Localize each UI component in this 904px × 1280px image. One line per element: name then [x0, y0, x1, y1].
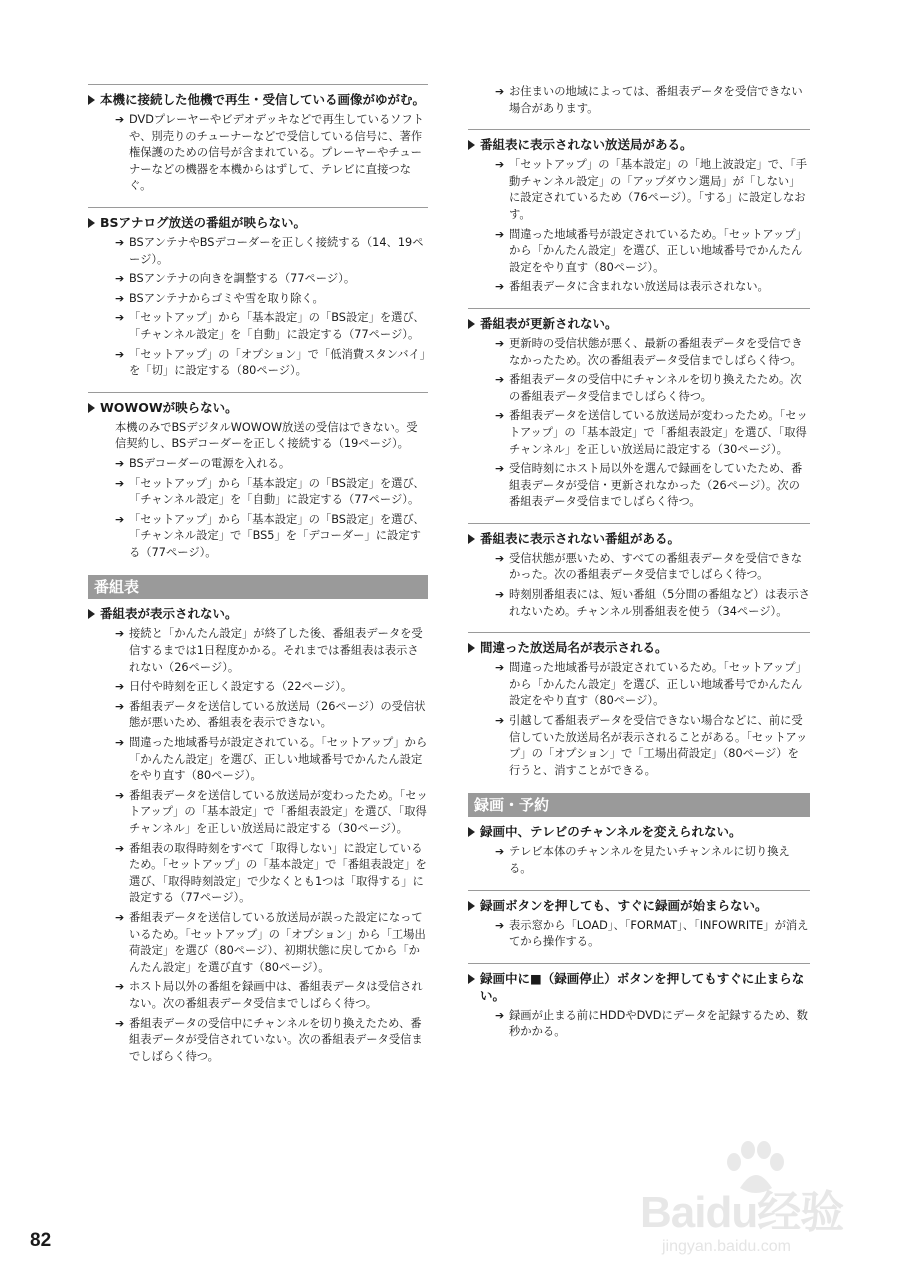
- issue-title: 間違った放送局名が表示される。: [480, 640, 668, 656]
- solution-item: [88, 112, 428, 195]
- issue-heading: [468, 823, 810, 840]
- arrow-icon: ➔: [495, 158, 505, 172]
- watermark-url: jingyan.baidu.com: [662, 1238, 791, 1255]
- issue-heading: [88, 399, 428, 416]
- solution-item: [88, 735, 428, 785]
- arrow-icon: ➔: [495, 373, 505, 387]
- troubleshooting-entry: [88, 207, 428, 380]
- issue-note: 本機のみでBSデジタルWOWOW放送の受信はできない。受信契約し、BSデコーダーを正しく接続する（19ページ）。: [115, 420, 418, 451]
- arrow-icon: ➔: [115, 841, 125, 855]
- solution-item: [88, 699, 428, 732]
- solution-item: [88, 841, 428, 907]
- solution-text: 番組表データを送信している放送局が変わったため。「セットアップ」の「基本設定」で「番組表設定」を選び、「取得チャンネル」を正しい放送局に設定する（30ページ）。: [129, 788, 428, 835]
- solution-text: 受信状態が悪いため、すべての番組表データを受信できなかった。次の番組表データ受信までしばらく待つ。: [509, 551, 803, 582]
- troubleshooting-entry: [468, 84, 810, 117]
- solution-item: [468, 918, 810, 951]
- triangle-bullet-icon: [468, 140, 475, 150]
- triangle-bullet-icon: [468, 643, 475, 653]
- issue-heading: [88, 91, 428, 108]
- triangle-bullet-icon: [468, 974, 475, 984]
- watermark-brand: Baidu经验: [640, 1188, 844, 1237]
- issue-title: 番組表に表示されない放送局がある。: [480, 137, 693, 153]
- issue-title: 番組表に表示されない番組がある。: [480, 530, 681, 546]
- troubleshooting-entry: [468, 129, 810, 296]
- arrow-icon: ➔: [115, 291, 125, 305]
- left-column: [88, 84, 428, 1077]
- page-number: 82: [30, 1230, 52, 1251]
- arrow-icon: ➔: [495, 588, 505, 602]
- triangle-bullet-icon: [468, 534, 475, 544]
- solution-item: [468, 336, 810, 369]
- solution-item: [88, 456, 428, 473]
- issue-title: WOWOWが映らない。: [100, 399, 238, 415]
- arrow-icon: ➔: [115, 347, 125, 361]
- solution-text: 間違った地域番号が設定されているため。「セットアップ」から「かんたん設定」を選び、正しい地域番号でかんたん設定をやり直す（80ページ）。: [509, 661, 807, 708]
- solution-item: [88, 979, 428, 1012]
- arrow-icon: ➔: [115, 456, 125, 470]
- solution-text: 番組表データを送信している放送局が誤った設定になっているため。「セットアップ」の「オプション」から「工場出荷設定」を選び（80ページ）、初期状態に戻してから「かんたん設定」を選び直す（80ページ）。: [129, 910, 426, 974]
- solution-text: テレビ本体のチャンネルを見たいチャンネルに切り換える。: [509, 845, 790, 875]
- arrow-icon: ➔: [495, 918, 505, 932]
- troubleshooting-entry: [468, 632, 810, 779]
- troubleshooting-entry: [468, 890, 810, 951]
- issue-heading: [468, 530, 810, 547]
- triangle-bullet-icon: [468, 901, 475, 911]
- solution-text: 更新時の受信状態が悪く、最新の番組表データを受信できなかったため。次の番組表データ受信までしばらく待つ。: [509, 336, 803, 367]
- issue-heading: [468, 136, 810, 153]
- solution-text: 間違った地域番号が設定されているため。「セットアップ」から「かんたん設定」を選び、正しい地域番号でかんたん設定をやり直す（80ページ）。: [509, 227, 807, 274]
- solution-item: [88, 476, 428, 509]
- right-column: [468, 84, 810, 1053]
- solution-text: 番組表データを送信している放送局（26ページ）の受信状態が悪いため、番組表を表示できない。: [129, 699, 426, 730]
- issue-title: BSアナログ放送の番組が映らない。: [100, 214, 307, 230]
- arrow-icon: ➔: [115, 699, 125, 713]
- arrow-icon: ➔: [115, 627, 125, 641]
- solution-text: DVDプレーヤーやビデオデッキなどで再生しているソフトや、別売りのチューナーなどで受信している信号に、著作権保護のための信号が含まれている。プレーヤーやチューナーなどの機器を本機からはずして、テレビに直接つなぐ。: [129, 113, 424, 193]
- arrow-icon: ➔: [495, 714, 505, 728]
- solution-text: お住まいの地域によっては、番組表データを受信できない場合があります。: [509, 85, 803, 115]
- issue-heading: [468, 970, 810, 1004]
- solution-item: [468, 844, 810, 877]
- solution-text: 番組表データを送信している放送局が変わったため。「セットアップ」の「基本設定」で「番組表設定」を選び、「取得チャンネル」を正しい放送局に設定する（30ページ）。: [509, 409, 808, 456]
- issue-title: 番組表が更新されない。: [480, 315, 618, 331]
- solution-item: [468, 279, 810, 296]
- solution-item: [88, 788, 428, 838]
- solution-text: 引越して番組表データを受信できない場合などに、前に受信していた放送局名が表示されることがある。「セットアップ」の「オプション」で「工場出荷設定」（80ページ）を行うと、消すことができる。: [509, 714, 808, 777]
- arrow-icon: ➔: [115, 235, 125, 249]
- triangle-bullet-icon: [88, 609, 95, 619]
- arrow-icon: ➔: [115, 910, 125, 924]
- triangle-bullet-icon: [468, 827, 475, 837]
- section-header: 番組表: [88, 575, 428, 599]
- triangle-bullet-icon: [88, 218, 95, 228]
- arrow-icon: ➔: [495, 845, 505, 859]
- issue-title: 録画中、テレビのチャンネルを変えられない。: [480, 824, 742, 840]
- issue-title: 番組表が表示されない。: [100, 606, 238, 622]
- solution-text: BSアンテナからゴミや雪を取り除く。: [129, 291, 324, 305]
- arrow-icon: ➔: [115, 272, 125, 286]
- solution-item: [88, 235, 428, 268]
- solution-item: [468, 551, 810, 584]
- issue-heading: [88, 214, 428, 231]
- arrow-icon: ➔: [115, 736, 125, 750]
- arrow-icon: ➔: [115, 1016, 125, 1030]
- solution-item: [468, 372, 810, 405]
- arrow-icon: ➔: [115, 113, 125, 126]
- troubleshooting-entry: [88, 84, 428, 195]
- troubleshooting-entry: [468, 823, 810, 877]
- arrow-icon: ➔: [115, 311, 125, 325]
- solution-text: 番組表データの受信中にチャンネルを切り換えたため。次の番組表データ受信までしばらく待つ。: [509, 373, 802, 403]
- solution-item: [468, 408, 810, 458]
- triangle-bullet-icon: [88, 403, 95, 413]
- solution-text: 日付や時刻を正しく設定する（22ページ）。: [129, 680, 353, 694]
- arrow-icon: ➔: [495, 661, 505, 675]
- solution-item: [88, 310, 428, 343]
- solution-text: 時刻別番組表には、短い番組（5分間の番組など）は表示されないため。チャンネル別番組表を使う（34ページ）。: [509, 588, 810, 618]
- solution-text: BSアンテナの向きを調整する（77ページ）。: [129, 272, 356, 286]
- solution-item: [468, 713, 810, 779]
- solution-item: [88, 679, 428, 696]
- issue-title: 本機に接続した他機で再生・受信している画像がゆがむ。: [100, 92, 426, 107]
- arrow-icon: ➔: [495, 280, 505, 294]
- solution-text: ホスト局以外の番組を録画中は、番組表データは受信されない。次の番組表データ受信までしばらく待つ。: [129, 980, 423, 1010]
- issue-heading: [468, 897, 810, 914]
- solution-text: 受信時刻にホスト局以外を選んで録画をしていたため、番組表データが受信・更新されなかった（26ページ）。次の番組表データ受信までしばらく待つ。: [509, 462, 803, 509]
- solution-item: [468, 157, 810, 223]
- solution-item: [88, 910, 428, 976]
- solution-text: 番組表データに含まれない放送局は表示されない。: [509, 280, 769, 294]
- solution-item: [88, 626, 428, 676]
- issue-title: 録画ボタンを押しても、すぐに録画が始まらない。: [480, 897, 768, 913]
- arrow-icon: ➔: [495, 227, 505, 241]
- arrow-icon: ➔: [495, 336, 505, 350]
- solution-text: 「セットアップ」から「基本設定」の「BS設定」を選び、「チャンネル設定」で「BS5」を「デコーダー」に設定する（77ページ）。: [129, 512, 425, 559]
- arrow-icon: ➔: [495, 551, 505, 565]
- solution-text: 「セットアップ」の「基本設定」の「地上波設定」で、「手動チャンネル設定」の「アップダウン選局」が「しない」に設定されているため（76ページ）。「する」に設定しなおす。: [509, 158, 808, 221]
- solution-item: [88, 1016, 428, 1066]
- issue-title: 録画中に■（録画停止）ボタンを押してもすぐに止まらない。: [480, 970, 805, 1003]
- triangle-bullet-icon: [88, 95, 95, 105]
- solution-item: [88, 512, 428, 562]
- solution-text: 番組表の取得時刻をすべて「取得しない」に設定しているため。「セットアップ」の「基本設定」で「番組表設定」を選び、「取得時刻設定」で少なくとも1つは「取得する」に設定する（77ページ）。: [129, 841, 427, 905]
- troubleshooting-entry: [468, 523, 810, 620]
- issue-heading: [88, 605, 428, 622]
- troubleshooting-entry: [88, 392, 428, 562]
- arrow-icon: ➔: [115, 788, 125, 802]
- arrow-icon: ➔: [495, 1008, 505, 1022]
- arrow-icon: ➔: [495, 462, 505, 476]
- arrow-icon: ➔: [495, 409, 505, 423]
- arrow-icon: ➔: [115, 680, 125, 694]
- arrow-icon: ➔: [115, 476, 125, 490]
- solution-item: [468, 660, 810, 710]
- solution-text: 「セットアップ」から「基本設定」の「BS設定」を選び、「チャンネル設定」を「自動」に設定する（77ページ）。: [129, 476, 425, 507]
- solution-item: [468, 84, 810, 117]
- issue-heading: [468, 639, 810, 656]
- solution-text: 間違った地域番号が設定されている。「セットアップ」から「かんたん設定」を選び、正しい地域番号でかんたん設定をやり直す（80ページ）。: [129, 736, 428, 783]
- solution-text: 接続と「かんたん設定」が終了した後、番組表データを受信するまでは1日程度かかる。それまでは番組表は表示されない（26ページ）。: [129, 627, 423, 674]
- solution-text: 「セットアップ」から「基本設定」の「BS設定」を選び、「チャンネル設定」を「自動」に設定する（77ページ）。: [129, 311, 425, 341]
- troubleshooting-entry: [468, 308, 810, 511]
- troubleshooting-entry: [88, 605, 428, 1065]
- solution-item: [88, 271, 428, 288]
- solution-item: [468, 1008, 810, 1041]
- solution-text: 表示窓から「LOAD」、「FORMAT」、「INFOWRITE」が消えてから操作する。: [509, 918, 809, 949]
- arrow-icon: ➔: [115, 512, 125, 526]
- baidu-watermark: [640, 1140, 880, 1270]
- solution-item: [468, 461, 810, 511]
- arrow-icon: ➔: [495, 85, 505, 98]
- section-header: 録画・予約: [468, 793, 810, 817]
- troubleshooting-entry: [468, 963, 810, 1041]
- solution-text: BSアンテナやBSデコーダーを正しく接続する（14、19ページ）。: [129, 235, 424, 266]
- solution-item: [88, 347, 428, 380]
- solution-item: [468, 227, 810, 277]
- solution-item: [468, 587, 810, 620]
- solution-text: 「セットアップ」の「オプション」で「低消費スタンバイ」を「切」に設定する（80ページ）。: [129, 347, 426, 378]
- triangle-bullet-icon: [468, 319, 475, 329]
- issue-heading: [468, 315, 810, 332]
- arrow-icon: ➔: [115, 980, 125, 994]
- solution-text: 録画が止まる前にHDDやDVDにデータを記録するため、数秒かかる。: [509, 1008, 808, 1039]
- solution-item: [88, 291, 428, 308]
- solution-text: 番組表データの受信中にチャンネルを切り換えたため、番組表データが受信されていない。次の番組表データ受信までしばらく待つ。: [129, 1016, 423, 1063]
- solution-text: BSデコーダーの電源を入れる。: [129, 456, 291, 470]
